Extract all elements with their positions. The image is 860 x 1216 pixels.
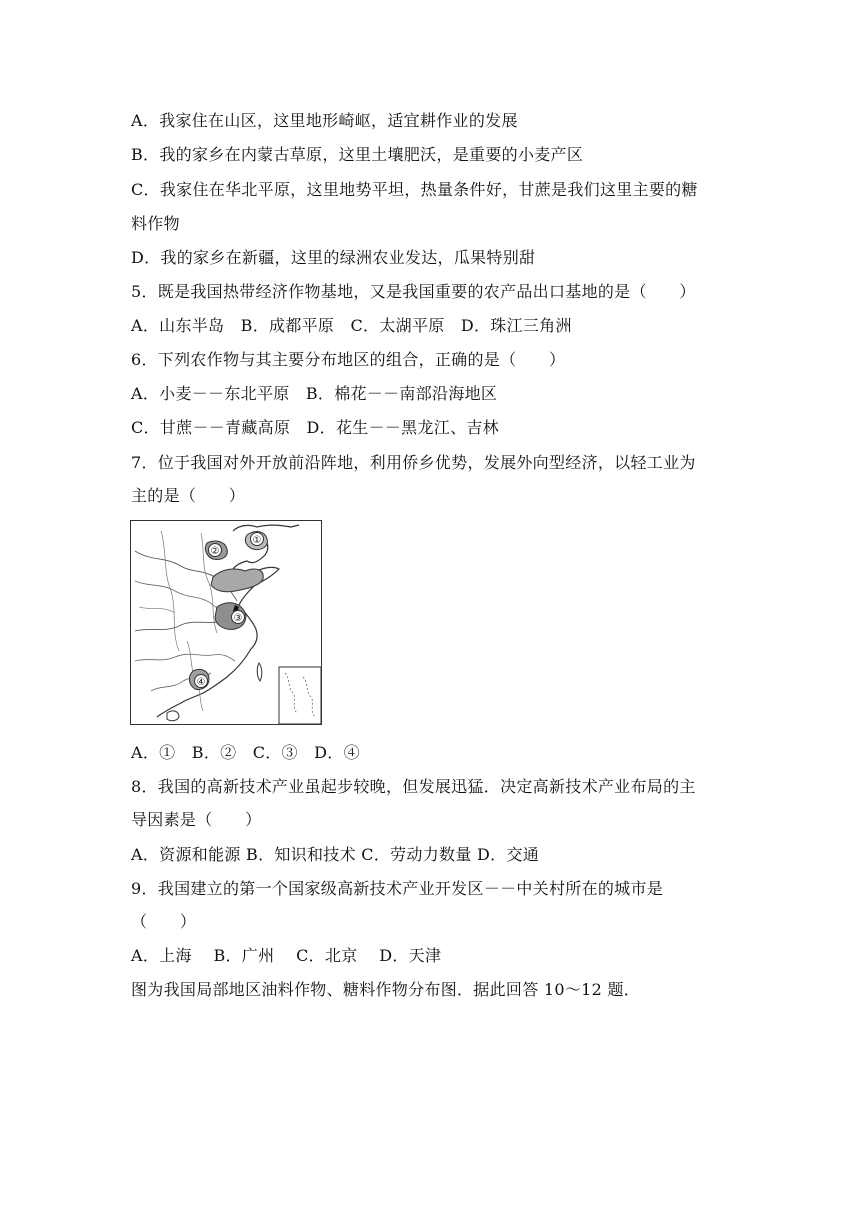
q9-stem-line1: 9．我国建立的第一个国家级高新技术产业开发区－－中关村所在的城市是 [131,879,664,898]
q6-options-line1: A．小麦－－东北平原 B．棉花－－南部沿海地区 [131,384,498,403]
q8-stem-line1: 8．我国的高新技术产业虽起步较晚，但发展迅猛．决定高新技术产业布局的主 [131,777,696,796]
q9-stem-line2: （ ） [131,912,197,931]
q5-options: A．山东半岛 B．成都平原 C．太湖平原 D．珠江三角洲 [131,316,572,335]
marker-4-label: ④ [196,677,206,688]
q9-options: A．上海 B．广州 C．北京 D．天津 [131,946,442,965]
q4-option-b: B．我的家乡在内蒙古草原，这里土壤肥沃，是重要的小麦产区 [131,145,584,164]
q7-stem-line2: 主的是（ ） [131,486,246,505]
q4-option-c-line2: 料作物 [131,214,180,233]
q7-stem-line1: 7．位于我国对外开放前沿阵地，利用侨乡优势，发展外向型经济，以轻工业为 [131,453,696,472]
marker-2-label: ② [210,546,220,557]
q4-option-d: D．我的家乡在新疆，这里的绿洲农业发达，瓜果特别甜 [131,248,536,267]
q7-options: A．① B．② C．③ D．④ [131,743,360,762]
marker-1-label: ① [252,535,262,546]
q6-options-line2: C．甘蔗－－青藏高原 D．花生－－黑龙江、吉林 [131,418,499,437]
q6-stem: 6．下列农作物与其主要分布地区的组合，正确的是（ ） [131,350,566,369]
q5-stem: 5．既是我国热带经济作物基地，又是我国重要的农产品出口基地的是（ ） [131,282,696,301]
q4-option-c-line1: C．我家住在华北平原，这里地势平坦，热量条件好，甘蔗是我们这里主要的糖 [131,180,698,199]
q10-12-intro: 图为我国局部地区油料作物、糖料作物分布图．据此回答 10～12 题． [131,980,641,999]
china-east-map [130,520,322,725]
q8-stem-line2: 导因素是（ ） [131,810,262,829]
map-drawing [131,521,321,724]
q8-options: A．资源和能源 B．知识和技术 C．劳动力数量 D．交通 [131,845,540,864]
marker-3-label: ③ [233,613,243,624]
q4-option-a: A．我家住在山区，这里地形崎岖，适宜耕作业的发展 [131,111,518,130]
